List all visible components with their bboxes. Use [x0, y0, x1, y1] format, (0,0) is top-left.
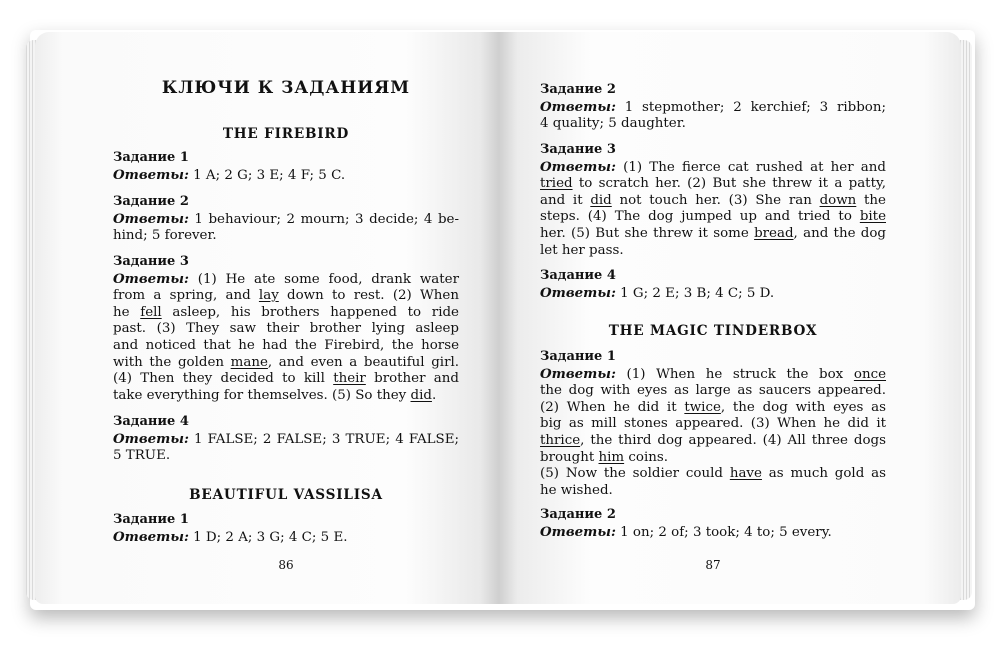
answer-label: Ответы: — [113, 528, 189, 545]
underlined-word: thrice — [540, 432, 581, 448]
answer-label: Ответы: — [540, 158, 616, 175]
answer-text: (5) Now the soldier could — [540, 466, 723, 482]
answer-text: take everything for themselves. (5) So they — [113, 387, 407, 403]
answer-line: and noticed that he had the Firebird, the horse — [113, 337, 459, 353]
task-firebird-2 — [113, 194, 459, 245]
answer-label: Ответы: — [113, 210, 189, 227]
answer-line: he wished. — [540, 482, 613, 498]
underlined-word: fell — [140, 304, 162, 320]
page-title: КЛЮЧИ К ЗАДАНИЯМ — [161, 78, 411, 98]
answer-text: and it — [540, 192, 583, 208]
answer-text: coins. — [628, 449, 668, 465]
task-title: Задание 2 — [540, 82, 616, 97]
answer-text: the — [864, 192, 886, 208]
answer-line: 1 FALSE; 2 FALSE; 3 TRUE; 4 FALSE; — [194, 431, 459, 447]
task-vassilisa-3 — [540, 142, 886, 259]
answer-text: with the golden — [113, 354, 225, 370]
answer-text: (2) When he did it — [540, 399, 677, 415]
answer-text: , the dog with eyes as — [720, 399, 886, 415]
answer-text: from a spring, and — [113, 288, 251, 304]
answer-line: 1 stepmother; 2 kerchief; 3 ribbon; — [624, 99, 886, 115]
answer-text: 1 on; 2 of; 3 took; 4 to; 5 every. — [620, 524, 832, 540]
answer-label: Ответы: — [113, 270, 189, 287]
answer-label: Ответы: — [540, 523, 616, 540]
answer-text: down to rest. (2) When — [287, 288, 459, 304]
answer-line: 1 behaviour; 2 mourn; 3 decide; 4 be- — [194, 211, 459, 227]
answer-text: brought — [540, 449, 595, 465]
task-tinderbox-1 — [540, 349, 886, 499]
task-title: Задание 1 — [113, 150, 189, 165]
answer-text: steps. (4) The dog jumped up and tried to — [540, 209, 852, 225]
answer-text: , the third dog appeared. (4) All three dogs — [580, 432, 886, 448]
task-vassilisa-1 — [113, 512, 459, 546]
answer-line: hind; 5 forever. — [113, 228, 217, 244]
underlined-word: have — [729, 466, 762, 482]
answer-text: 1 G; 2 E; 3 B; 4 C; 5 D. — [620, 285, 775, 301]
underlined-word: did — [590, 192, 612, 208]
task-tinderbox-2 — [540, 507, 886, 541]
answer-label: Ответы: — [113, 166, 189, 183]
story-title-vassilisa: BEAUTIFUL VASSILISA — [189, 487, 383, 503]
page-number: 86 — [278, 558, 294, 572]
answer-text: (1) When he struck the box — [626, 366, 844, 382]
answer-label: Ответы: — [113, 430, 189, 447]
answer-text: , and even a beautiful girl. — [267, 354, 460, 370]
task-title: Задание 2 — [113, 194, 189, 209]
answer-text: he — [113, 304, 130, 320]
task-title: Задание 2 — [540, 507, 616, 522]
answer-line: (1) The fierce cat rushed at her and — [623, 159, 886, 175]
underlined-word: did — [410, 387, 432, 403]
task-title: Задание 4 — [113, 414, 189, 429]
underlined-word: bread — [754, 225, 794, 241]
answer-text: 1 D; 2 A; 3 G; 4 C; 5 E. — [193, 529, 348, 545]
answer-line: let her pass. — [540, 242, 624, 258]
answer-text: 1 A; 2 G; 3 E; 4 F; 5 C. — [193, 167, 346, 183]
answer-line: 4 quality; 5 daughter. — [540, 116, 686, 132]
underlined-word: him — [598, 449, 625, 465]
answer-text: , and the dog — [793, 225, 886, 241]
answer-line: past. (3) They saw their brother lying asleep — [113, 321, 459, 337]
task-vassilisa-4 — [540, 268, 886, 302]
story-title-tinderbox: THE MAGIC TINDERBOX — [608, 323, 818, 339]
underlined-word: twice — [684, 399, 721, 415]
answer-line: 5 TRUE. — [113, 448, 171, 464]
answer-line: big as mill stones appeared. (3) When he did it — [540, 416, 886, 432]
answer-line: the dog with eyes as large as saucers appeared. — [540, 383, 886, 399]
answer-text: asleep, his brothers happened to ride — [172, 304, 459, 320]
underlined-word: bite — [859, 209, 886, 225]
underlined-word: lay — [258, 288, 279, 304]
task-firebird-3 — [113, 254, 459, 404]
underlined-word: once — [853, 366, 887, 382]
page-number: 87 — [705, 558, 721, 572]
answer-text: brother and — [374, 371, 459, 387]
task-firebird-4 — [113, 414, 459, 465]
underlined-word: tried — [540, 176, 573, 192]
task-title: Задание 4 — [540, 268, 616, 283]
answer-label: Ответы: — [540, 98, 616, 115]
underlined-word: mane — [230, 354, 268, 370]
answer-text: as much gold as — [768, 466, 886, 482]
answer-text: not touch her. (3) She ran — [619, 192, 812, 208]
answer-text: . — [431, 387, 437, 403]
underlined-word: their — [333, 371, 366, 387]
task-title: Задание 3 — [540, 142, 616, 157]
left-page — [35, 32, 499, 604]
task-title: Задание 1 — [113, 512, 189, 527]
task-title: Задание 1 — [540, 349, 616, 364]
answer-label: Ответы: — [540, 284, 616, 301]
task-vassilisa-2 — [540, 82, 886, 133]
answer-text: to scratch her. (2) But she threw it a patty, — [578, 176, 886, 192]
story-title-firebird: THE FIREBIRD — [222, 126, 350, 142]
task-firebird-1 — [113, 150, 459, 184]
answer-text: her. (5) But she threw it some — [540, 225, 749, 241]
answer-label: Ответы: — [540, 365, 616, 382]
task-title: Задание 3 — [113, 254, 189, 269]
underlined-word: down — [819, 192, 857, 208]
right-page — [499, 32, 961, 604]
answer-text: (4) Then they decided to kill — [113, 371, 325, 387]
answer-line: (1) He ate some food, drank water — [197, 271, 459, 287]
